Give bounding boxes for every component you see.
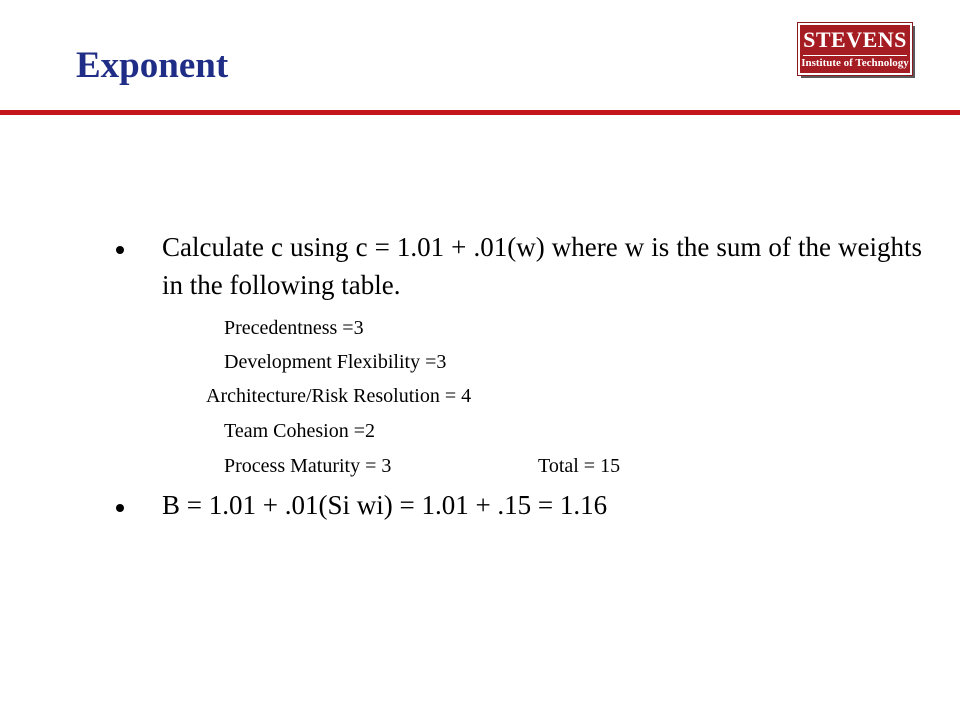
bullet-dot-icon — [116, 504, 124, 512]
weight-team-cohesion: Team Cohesion =2 — [224, 420, 375, 442]
stevens-logo — [798, 23, 912, 75]
weight-precedentness: Precedentness =3 — [224, 317, 364, 339]
bullet-dot-icon — [116, 246, 124, 254]
slide-title: Exponent — [76, 45, 229, 86]
logo-divider — [803, 55, 907, 56]
weights-total: Total = 15 — [538, 455, 621, 477]
logo-name: STEVENS — [803, 27, 907, 52]
bullet-calculate: Calculate c using c = 1.01 + .01(w) where w is the sum of the weights in the following table. — [162, 232, 922, 300]
logo-subtitle: Institute of Technology — [801, 57, 909, 69]
weight-architecture-risk: Architecture/Risk Resolution = 4 — [206, 385, 472, 407]
title-divider — [0, 110, 960, 115]
weight-development-flexibility: Development Flexibility =3 — [224, 351, 447, 373]
bullet-result: B = 1.01 + .01(Si wi) = 1.01 + .15 = 1.16 — [162, 490, 608, 520]
weight-process-maturity: Process Maturity = 3 — [224, 455, 392, 477]
